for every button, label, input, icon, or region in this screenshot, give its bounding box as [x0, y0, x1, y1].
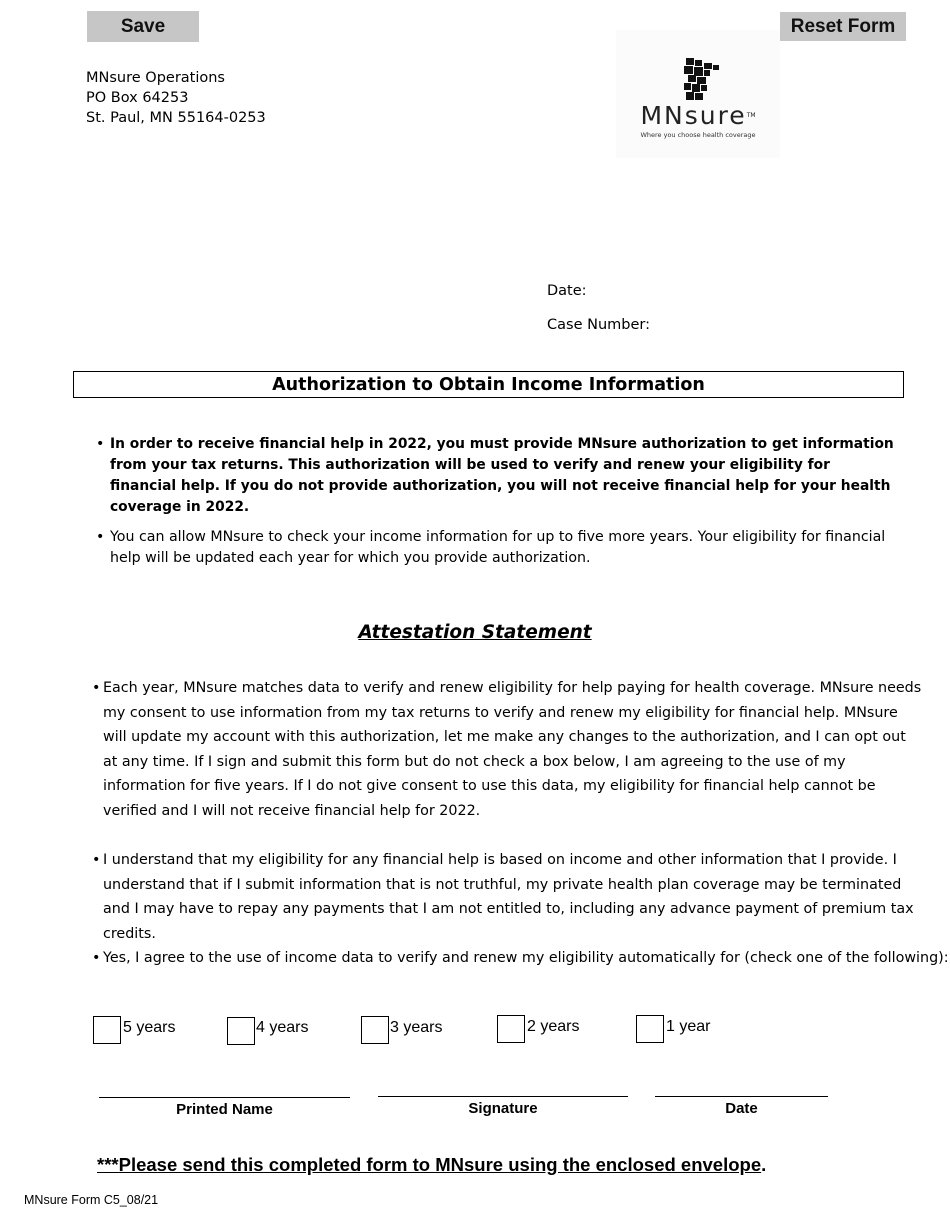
footer-stars: ***: [97, 1154, 119, 1175]
bullet-icon: •: [92, 852, 101, 868]
sign-date-line[interactable]: [655, 1096, 828, 1097]
sign-date-label: Date: [725, 1100, 758, 1117]
case-number-label: Case Number:: [547, 317, 650, 333]
save-button[interactable]: Save: [87, 11, 199, 42]
bullet-icon: •: [92, 680, 101, 696]
checkbox-3-years[interactable]: [361, 1016, 389, 1044]
attestation-heading: [0, 622, 950, 643]
printed-name-line[interactable]: [99, 1097, 350, 1098]
bullet-icon: •: [96, 436, 105, 452]
address-line-2: PO Box 64253: [86, 90, 189, 106]
attestation-bullet-text: I understand that my eligibility for any financial help is based on income and other information that I provide. I understand that if I submit information that is not truthful, my private health plan coverage may be terminated and I may have to repay any payments that I am not entitled to, including any advance payment of premium tax credits.: [103, 852, 914, 942]
checkbox-2-years[interactable]: [497, 1015, 525, 1043]
attestation-title: Attestation Statement: [358, 622, 592, 643]
bullet-icon: •: [96, 529, 105, 545]
info-bullet-text: In order to receive financial help in 2022, you must provide MNsure authorization to get information from your tax returns. This authorization will be used to verify and renew your eligibility for financial help. If you do not provide authorization, you will not receive financial help for your health coverage in 2022.: [110, 436, 894, 515]
attestation-bullet-text: Each year, MNsure matches data to verify and renew eligibility for help paying for health coverage. MNsure needs my consent to use information from my tax returns to verify and renew my eligibility for financial help. MNsure will update my account with this authorization, let me make any changes to the authorization, and I can opt out at any time. If I sign and submit this form but do not check a box below, I am agreeing to the use of my information for five years. If I do not give consent to use this data, my eligibility for financial help cannot be verified and I will not receive financial help for 2022.: [103, 680, 922, 819]
footer-note-text: Please send this completed form to MNsure using the enclosed envelope: [118, 1154, 762, 1175]
footer-period: .: [761, 1154, 767, 1175]
signature-label: Signature: [468, 1100, 538, 1117]
signature-line[interactable]: [378, 1096, 628, 1097]
mnsure-logo: [616, 30, 780, 158]
info-bullet-text: You can allow MNsure to check your income information for up to five more years. Your eligibility for financial help will be updated each year for which you provide authorization.: [110, 529, 886, 566]
logo-wordmark: MNsure™: [640, 101, 756, 130]
reset-form-button[interactable]: Reset Form: [780, 12, 906, 41]
return-address: [86, 68, 266, 128]
checkbox-label-1-year: 1 year: [666, 1018, 711, 1035]
checkbox-label-4-years: 4 years: [256, 1019, 309, 1036]
mail-instructions: [97, 1154, 766, 1176]
address-line-1: MNsure Operations: [86, 70, 225, 86]
checkbox-1-year[interactable]: [636, 1015, 664, 1043]
attestation-bullet-text: Yes, I agree to the use of income data to verify and renew my eligibility automatically for (check one of the following):: [103, 950, 949, 966]
checkbox-4-years[interactable]: [227, 1017, 255, 1045]
bullet-icon: •: [92, 950, 101, 966]
form-id: MNsure Form C5_08/21: [24, 1193, 159, 1207]
date-label: Date:: [547, 283, 587, 299]
checkbox-label-5-years: 5 years: [123, 1019, 176, 1036]
form-title-box: [73, 371, 904, 398]
form-title: Authorization to Obtain Income Information: [272, 374, 705, 395]
checkbox-label-3-years: 3 years: [390, 1019, 443, 1036]
address-line-3: St. Paul, MN 55164-0253: [86, 110, 266, 126]
mnsure-puzzle-logo-icon: [680, 58, 720, 102]
logo-tagline: Where you choose health coverage: [640, 131, 756, 139]
printed-name-label: Printed Name: [176, 1101, 273, 1118]
checkbox-label-2-years: 2 years: [527, 1018, 580, 1035]
checkbox-5-years[interactable]: [93, 1016, 121, 1044]
